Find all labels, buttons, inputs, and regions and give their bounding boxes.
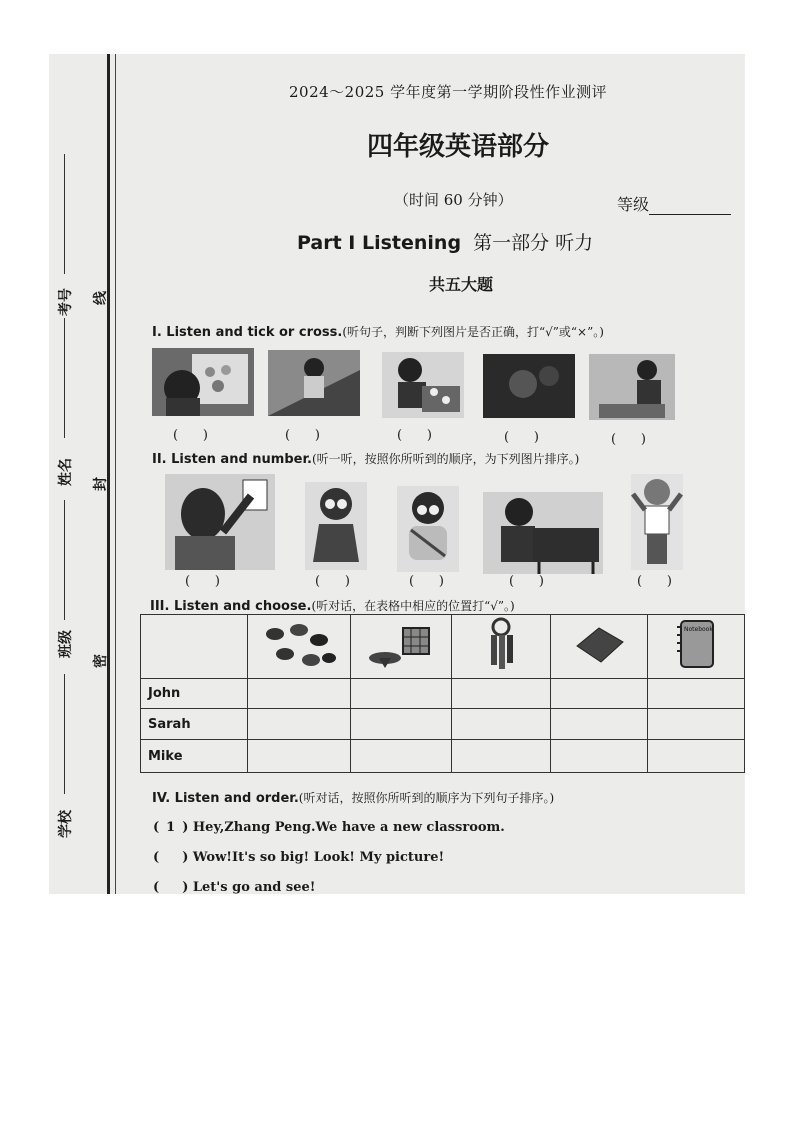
- svg-text:Notebook: Notebook: [684, 625, 713, 633]
- margin-label-line: 线: [93, 291, 109, 305]
- answer-cell[interactable]: [551, 679, 648, 709]
- number-blank[interactable]: ( ): [509, 574, 544, 589]
- picture-girl-glasses: [305, 482, 367, 570]
- margin-label-seal: 封: [93, 477, 109, 491]
- part-subheading: 共五大题: [429, 275, 494, 294]
- section4-heading: IV. Listen and order.(听对话，按照你所听到的顺序为下列句子排序。): [152, 791, 555, 806]
- keys-icon: [471, 617, 531, 673]
- margin-label-class: 班级: [58, 630, 74, 658]
- answer-cell[interactable]: [248, 679, 351, 709]
- grade-field: [617, 192, 731, 215]
- choose-table: [140, 614, 745, 773]
- row-name-sarah: Sarah: [141, 709, 248, 740]
- order-sentence: ( ) Wow!It's so big! Look! My picture!: [153, 850, 445, 865]
- answer-cell[interactable]: [551, 740, 648, 773]
- answer-cell[interactable]: [351, 740, 452, 773]
- grade-label: 等级: [617, 195, 650, 214]
- picture-boy-sitting: [589, 354, 675, 420]
- answer-cell[interactable]: [452, 709, 551, 740]
- answer-blank[interactable]: ( ): [504, 430, 539, 445]
- school-year-title: 2024～2025 学年度第一学期阶段性作业测评: [289, 83, 608, 101]
- part-heading-cn: 第一部分 听力: [473, 232, 594, 254]
- top-and-cube-icon: [361, 620, 441, 670]
- item-toy-and-cube: [351, 615, 452, 679]
- answer-cell[interactable]: [648, 679, 745, 709]
- grade-blank: [649, 198, 731, 215]
- exam-paper: [49, 54, 745, 894]
- number-blank[interactable]: ( ): [185, 574, 220, 589]
- picture-dark-room: [483, 354, 575, 418]
- section4-instruction: (听对话，按照你所听到的顺序为下列句子排序。): [298, 791, 555, 805]
- picture-boy-toys: [382, 352, 464, 418]
- margin-label-secret: 密: [93, 654, 109, 668]
- picture-boy-at-desk: [483, 492, 603, 574]
- margin-label-exam-number: 考号: [58, 288, 74, 316]
- order-number[interactable]: 1: [166, 820, 176, 835]
- margin-blank-line: [64, 674, 65, 794]
- answer-cell[interactable]: [648, 740, 745, 773]
- picture-boy-flexing: [631, 474, 683, 570]
- section2-instruction: (听一听，按照你所听到的顺序，为下列图片排序。): [311, 452, 580, 466]
- margin-blank-line: [64, 500, 65, 620]
- margin-label-school: 学校: [58, 810, 74, 838]
- answer-cell[interactable]: [551, 709, 648, 740]
- answer-cell[interactable]: [248, 709, 351, 740]
- number-blank[interactable]: ( ): [637, 574, 672, 589]
- section1-heading: I. Listen and tick or cross.(听句子，判断下列图片是否正确，打“√”或“×”。): [152, 325, 604, 340]
- order-sentence: ( ) Let's go and see!: [153, 880, 316, 894]
- item-keys: [452, 615, 551, 679]
- section1-instruction: (听句子，判断下列图片是否正确，打“√”或“×”。): [342, 325, 604, 339]
- page-title: 四年级英语部分: [367, 132, 550, 162]
- binding-line: [107, 54, 110, 894]
- picture-boy-light-switch: [165, 474, 275, 570]
- picture-girl-drawing: [152, 348, 254, 416]
- picture-boy-glasses: [397, 486, 459, 572]
- row-name-mike: Mike: [141, 740, 248, 773]
- table-corner: [141, 615, 248, 679]
- item-notebook: [648, 615, 745, 679]
- part-heading: [297, 228, 593, 255]
- answer-blank[interactable]: ( ): [285, 428, 320, 443]
- section3-heading: III. Listen and choose.(听对话，在表格中相应的位置打“√”。): [150, 599, 515, 614]
- section3-instruction: (听对话，在表格中相应的位置打“√”。): [311, 599, 515, 613]
- margin-label-name: 姓名: [58, 458, 74, 486]
- margin-blank-line: [64, 318, 65, 438]
- answer-cell[interactable]: [351, 709, 452, 740]
- answer-cell[interactable]: [648, 709, 745, 740]
- binding-line-thin: [115, 54, 116, 894]
- section2-heading: II. Listen and number.(听一听，按照你所听到的顺序，为下列图片排序。): [152, 452, 580, 467]
- answer-blank[interactable]: ( ): [397, 428, 432, 443]
- row-name-john: John: [141, 679, 248, 709]
- answer-cell[interactable]: [248, 740, 351, 773]
- part-heading-en: Part I Listening: [297, 232, 462, 254]
- answer-blank[interactable]: ( ): [173, 428, 208, 443]
- book-icon: [569, 620, 629, 670]
- picture-girl-slide: [268, 350, 360, 416]
- number-blank[interactable]: ( ): [409, 574, 444, 589]
- item-candies: [248, 615, 351, 679]
- item-book: [551, 615, 648, 679]
- notebook-icon: [671, 617, 721, 673]
- answer-cell[interactable]: [351, 679, 452, 709]
- answer-cell[interactable]: [452, 679, 551, 709]
- answer-blank[interactable]: ( ): [611, 432, 646, 447]
- candies-icon: [259, 620, 339, 670]
- margin-blank-line: [64, 154, 65, 274]
- answer-cell[interactable]: [452, 740, 551, 773]
- time-limit: （时间 60 分钟）: [394, 191, 513, 209]
- order-sentence: ( 1 ) Hey,Zhang Peng.We have a new classroom.: [153, 820, 505, 835]
- number-blank[interactable]: ( ): [315, 574, 350, 589]
